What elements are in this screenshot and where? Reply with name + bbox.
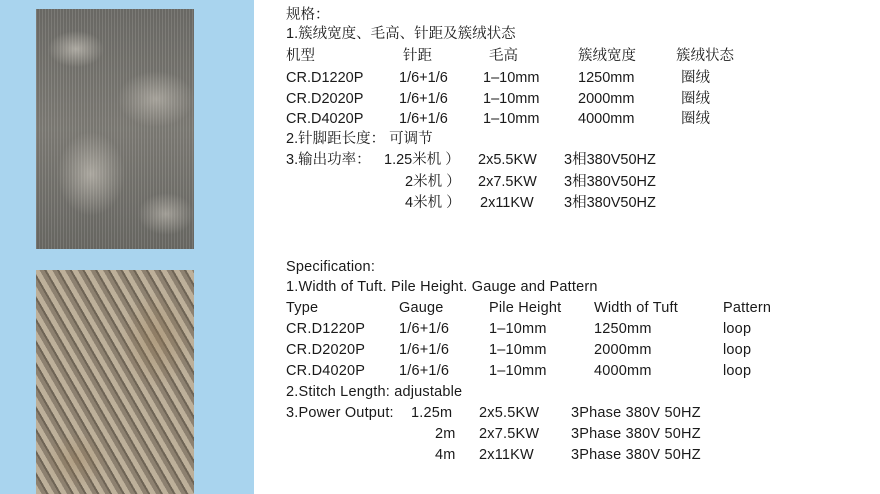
- en-row3-pattern: loop: [723, 363, 752, 379]
- en-row2-gauge: 1/6+1/6: [399, 342, 450, 358]
- en-power2-size: 2m: [435, 426, 456, 442]
- en-power3-size: 4m: [435, 447, 456, 463]
- cn-section2: 2.针脚距长度： 可调节: [286, 131, 433, 147]
- en-heading: Specification:: [286, 259, 376, 275]
- cn-section3-title: 3.输出功率：: [286, 152, 371, 168]
- cn-row1-state: 圈绒: [681, 70, 710, 86]
- en-row2-pattern: loop: [723, 342, 752, 358]
- en-header-pattern: Pattern: [723, 300, 772, 316]
- cn-power1-kw: 2x5.5KW: [478, 152, 537, 168]
- en-row1-gauge: 1/6+1/6: [399, 321, 450, 337]
- en-power1-size: 1.25m: [411, 405, 453, 421]
- en-row2-type: CR.D2020P: [286, 342, 366, 358]
- cn-power3-phase: 3相380V50HZ: [564, 195, 656, 211]
- carpet-photo-top: [36, 9, 194, 249]
- cn-heading: 规格：: [286, 7, 330, 23]
- cn-section1-title: 1.簇绒宽度、毛高、针距及簇绒状态: [286, 26, 516, 42]
- cn-header-model: 机型: [286, 48, 315, 64]
- en-header-width: Width of Tuft: [594, 300, 678, 316]
- cn-power3-kw: 2x11KW: [480, 195, 534, 211]
- cn-header-state: 簇绒状态: [676, 48, 734, 64]
- en-row3-type: CR.D4020P: [286, 363, 366, 379]
- en-power2-phase: 3Phase 380V 50HZ: [571, 426, 701, 442]
- en-power1-kw: 2x5.5KW: [479, 405, 540, 421]
- cn-row2-model: CR.D2020P: [286, 91, 364, 107]
- cn-row3-model: CR.D4020P: [286, 111, 364, 127]
- en-power1-phase: 3Phase 380V 50HZ: [571, 405, 701, 421]
- en-row3-pile: 1–10mm: [489, 363, 547, 379]
- cn-row2-state: 圈绒: [681, 91, 710, 107]
- en-header-gauge: Gauge: [399, 300, 444, 316]
- cn-header-pile: 毛高: [489, 48, 518, 64]
- en-power3-kw: 2x11KW: [479, 447, 534, 463]
- en-power3-phase: 3Phase 380V 50HZ: [571, 447, 701, 463]
- cn-power2-phase: 3相380V50HZ: [564, 174, 656, 190]
- en-row3-width: 4000mm: [594, 363, 652, 379]
- cn-row3-gauge: 1/6+1/6: [399, 111, 448, 127]
- en-section2: 2.Stitch Length: adjustable: [286, 384, 463, 400]
- cn-power1-phase: 3相380V50HZ: [564, 152, 656, 168]
- cn-row1-width: 1250mm: [578, 70, 635, 86]
- cn-power2-size: 2米机 ）: [405, 174, 461, 190]
- en-row2-width: 2000mm: [594, 342, 652, 358]
- cn-row3-width: 4000mm: [578, 111, 635, 127]
- cn-header-gauge: 针距: [403, 48, 432, 64]
- en-row1-width: 1250mm: [594, 321, 652, 337]
- carpet-photo-bottom: [36, 270, 194, 494]
- cn-row1-model: CR.D1220P: [286, 70, 364, 86]
- en-header-pile: Pile Height: [489, 300, 562, 316]
- en-row1-type: CR.D1220P: [286, 321, 366, 337]
- cn-power3-size: 4米机 ）: [405, 195, 461, 211]
- cn-row2-pile: 1–10mm: [483, 91, 540, 107]
- cn-row1-gauge: 1/6+1/6: [399, 70, 448, 86]
- cn-row3-state: 圈绒: [681, 111, 710, 127]
- en-row1-pile: 1–10mm: [489, 321, 547, 337]
- en-section3-title: 3.Power Output:: [286, 405, 394, 421]
- cn-row1-pile: 1–10mm: [483, 70, 540, 86]
- en-header-type: Type: [286, 300, 319, 316]
- en-section1-title: 1.Width of Tuft. Pile Height. Gauge and Pattern: [286, 279, 598, 295]
- en-row2-pile: 1–10mm: [489, 342, 547, 358]
- cn-power1-size: 1.25米机 ）: [384, 152, 460, 168]
- en-row1-pattern: loop: [723, 321, 752, 337]
- cn-row3-pile: 1–10mm: [483, 111, 540, 127]
- en-power2-kw: 2x7.5KW: [479, 426, 540, 442]
- cn-power2-kw: 2x7.5KW: [478, 174, 537, 190]
- cn-row2-gauge: 1/6+1/6: [399, 91, 448, 107]
- en-row3-gauge: 1/6+1/6: [399, 363, 450, 379]
- cn-header-width: 簇绒宽度: [578, 48, 636, 64]
- cn-row2-width: 2000mm: [578, 91, 635, 107]
